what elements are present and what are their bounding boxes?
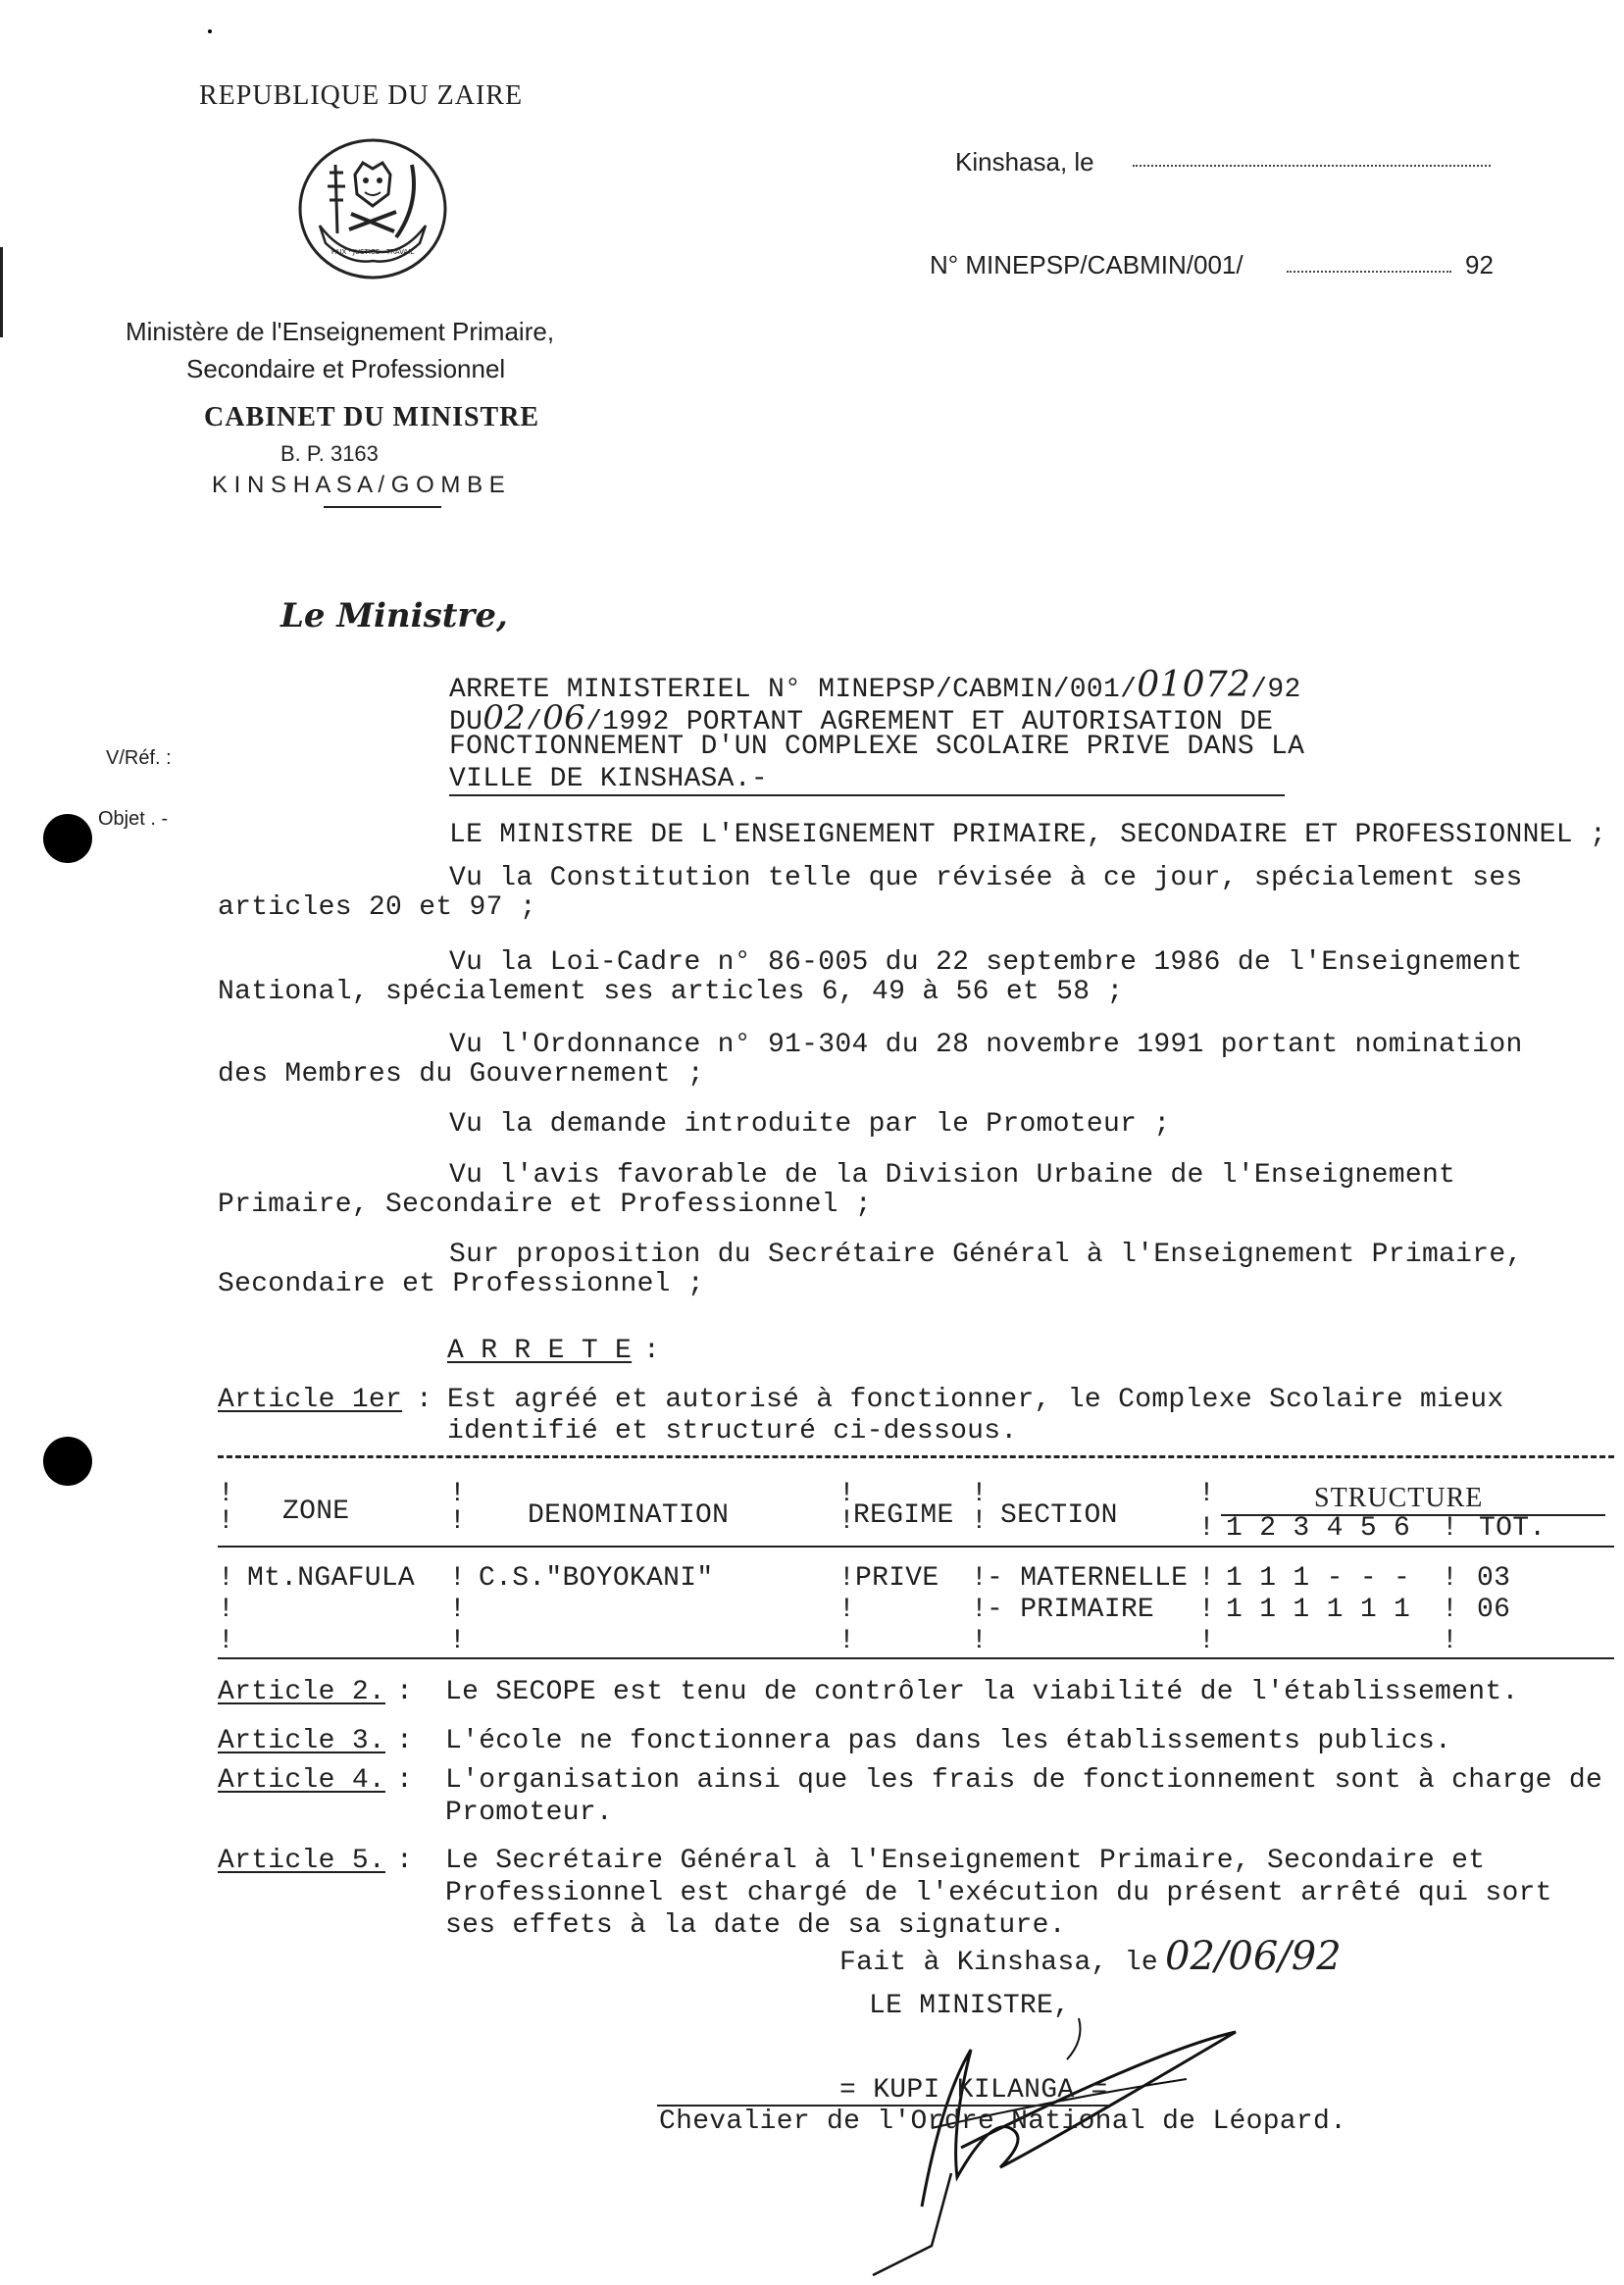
arrete-colon: : [643,1336,661,1366]
article2-text: Le SECOPE est tenu de contrôler la viabilité de l'établissement. [445,1677,1519,1707]
table-bang: ! [971,1563,989,1594]
reference-year: 92 [1465,250,1494,279]
minister-title: Chevalier de l'Ordre National de Léopard. [659,2107,1347,2137]
table-top-rule [218,1455,1614,1458]
row-structure-maternelle: 1 1 1 - - - [1226,1563,1411,1594]
row-section-maternelle: - MATERNELLE [987,1563,1189,1594]
table-header-rule [218,1546,1614,1548]
header-section: SECTION [1000,1500,1118,1531]
table-bottom-rule [218,1657,1614,1659]
table-bang: ! [971,1506,989,1537]
vref-label: V/Réf. : [106,747,172,769]
reference-dotted-line [1287,271,1451,273]
handwritten-month: 06 [542,698,586,737]
row-section-primaire: - PRIMAIRE [987,1595,1155,1625]
header-total: TOT. [1479,1513,1547,1544]
preamble-sur-b: Secondaire et Professionnel ; [218,1269,704,1299]
table-bang: ! [1198,1479,1216,1509]
row-regime: PRIVE [855,1563,939,1594]
table-bang: ! [1198,1626,1216,1656]
punch-hole-bottom [43,1437,92,1486]
table-bang: ! [449,1595,467,1625]
article5-label: Article 5. [218,1846,386,1876]
article4-sep: : [396,1765,414,1796]
table-bang: ! [449,1626,467,1656]
header-denomination: DENOMINATION [528,1500,730,1531]
table-bang: ! [1198,1513,1216,1544]
table-bang: ! [838,1626,856,1656]
article5-line3: ses effets à la date de sa signature. [445,1910,1066,1941]
table-bang: ! [218,1506,235,1537]
table-bang: ! [1442,1595,1459,1625]
header-structure: STRUCTURE [1314,1483,1484,1513]
le-ministre-heading: Le Ministre, [280,596,508,635]
table-bang: ! [971,1626,989,1656]
decree-title-rule [449,794,1285,796]
city-address: K I N S H A S A / G O M B E [212,472,505,498]
table-bang: ! [449,1479,467,1509]
reference-number-label: N° MINEPSP/CABMIN/001/ [930,250,1243,279]
table-bang: ! [449,1563,467,1594]
article2-label: Article 2. [218,1677,386,1707]
preamble-vu3-a: Vu l'Ordonnance n° 91-304 du 28 novembre 1991 portant nomination [449,1030,1523,1060]
ministry-name-line1: Ministère de l'Enseignement Primaire, [126,317,555,346]
coat-of-arms-seal [294,135,451,282]
republic-heading: REPUBLIQUE DU ZAIRE [199,80,524,111]
table-bang: ! [971,1595,989,1625]
binder-mark [0,247,3,337]
seal-motto: PAIX · JUSTICE · TRAVAIL [330,248,415,256]
article3-text: L'école ne fonctionnera pas dans les établissements publics. [445,1726,1452,1756]
handwritten-decree-number: 01072 [1137,665,1251,705]
article3-label: Article 3. [218,1726,386,1756]
handwritten-signing-date: 02/06/92 [1165,1934,1342,1979]
table-bang: ! [838,1479,856,1509]
table-bang: ! [449,1506,467,1537]
preamble-vu3-b: des Membres du Gouvernement ; [218,1059,704,1090]
table-bang: ! [1198,1563,1216,1594]
preamble-minister: LE MINISTRE DE L'ENSEIGNEMENT PRIMAIRE, SECONDAIRE ET PROFESSIONNEL ; [449,820,1607,850]
article5-line1: Le Secrétaire Général à l'Enseignement Primaire, Secondaire et [445,1846,1486,1876]
article3-sep: : [396,1726,414,1756]
article4-label: Article 4. [218,1765,386,1796]
preamble-vu5-a: Vu l'avis favorable de la Division Urbaine de l'Enseignement [449,1160,1456,1191]
cabinet-heading: CABINET DU MINISTRE [204,402,540,432]
objet-label: Objet . - [98,808,169,830]
header-grades: 1 2 3 4 5 6 [1226,1513,1411,1544]
table-bang: ! [1442,1513,1459,1544]
handwritten-day: 02 [482,698,527,737]
row-total-primaire: 06 [1477,1595,1511,1625]
row-structure-primaire: 1 1 1 1 1 1 [1226,1595,1411,1625]
fait-a-kinshasa: Fait à Kinshasa, le [839,1948,1158,1978]
table-bang: ! [1442,1626,1459,1656]
article5-sep: : [396,1846,414,1876]
decree-title-line3: FONCTIONNEMENT D'UN COMPLEXE SCOLAIRE PRIVE DANS LA [449,732,1305,762]
preamble-vu1-b: articles 20 et 97 ; [218,892,536,923]
table-bang: ! [838,1563,856,1594]
table-bang: ! [218,1626,235,1656]
table-bang: ! [218,1563,235,1594]
article1-label: Article 1er [218,1385,403,1415]
preamble-sur-a: Sur proposition du Secrétaire Général à l'Enseignement Primaire, [449,1240,1523,1270]
punch-hole-top [43,814,92,863]
table-bang: ! [1442,1563,1459,1594]
postal-box: B. P. 3163 [280,441,379,466]
article1-line2: identifié et structuré ci-dessous. [447,1416,1018,1447]
table-bang: ! [971,1479,989,1509]
article1-sep: : [416,1385,433,1415]
decree-title-line4: VILLE DE KINSHASA.- [449,764,768,794]
decree-title-line1: ARRETE MINISTERIEL N° MINEPSP/CABMIN/001/01072/92 [449,665,1301,705]
table-bang: ! [218,1479,235,1509]
place-date-label: Kinshasa, le [955,147,1094,177]
arrete-heading: A R R E T E [447,1336,633,1366]
preamble-vu2-a: Vu la Loi-Cadre n° 86-005 du 22 septembre 1986 de l'Enseignement [449,947,1523,978]
preamble-vu1-a: Vu la Constitution telle que révisée à ce jour, spécialement ses [449,863,1523,893]
article2-sep: : [396,1677,414,1707]
article4-line1: L'organisation ainsi que les frais de fonctionnement sont à charge de [445,1765,1603,1796]
ministry-name-line2: Secondaire et Professionnel [186,354,506,383]
table-bang: ! [838,1595,856,1625]
date-dotted-line [1133,165,1491,167]
scan-speck [208,29,212,33]
decree-title-line2: DU02/06/1992 PORTANT AGREMENT ET AUTORISATION DE [449,698,1274,737]
preamble-vu2-b: National, spécialement ses articles 6, 49 à 56 et 58 ; [218,977,1124,1007]
table-bang: ! [1198,1595,1216,1625]
table-bang: ! [218,1595,235,1625]
article5-line2: Professionnel est chargé de l'exécution du présent arrêté qui sort [445,1878,1552,1908]
preamble-vu5-b: Primaire, Secondaire et Professionnel ; [218,1190,873,1220]
preamble-vu4: Vu la demande introduite par le Promoteur ; [449,1109,1171,1140]
table-bang: ! [838,1506,856,1537]
row-total-maternelle: 03 [1477,1563,1511,1594]
article1-line1: Est agréé et autorisé à fonctionner, le Complexe Scolaire mieux [447,1385,1504,1415]
minister-name: = KUPI KILANGA = [839,2075,1108,2106]
row-denomination: C.S."BOYOKANI" [479,1563,714,1594]
row-zone: Mt.NGAFULA [247,1563,416,1594]
header-zone: ZONE [282,1497,350,1527]
letterhead-underline [324,506,441,508]
article4-line2: Promoteur. [445,1798,614,1828]
header-regime: REGIME [853,1500,954,1531]
le-ministre-signature-label: LE MINISTRE, [869,1991,1071,2021]
